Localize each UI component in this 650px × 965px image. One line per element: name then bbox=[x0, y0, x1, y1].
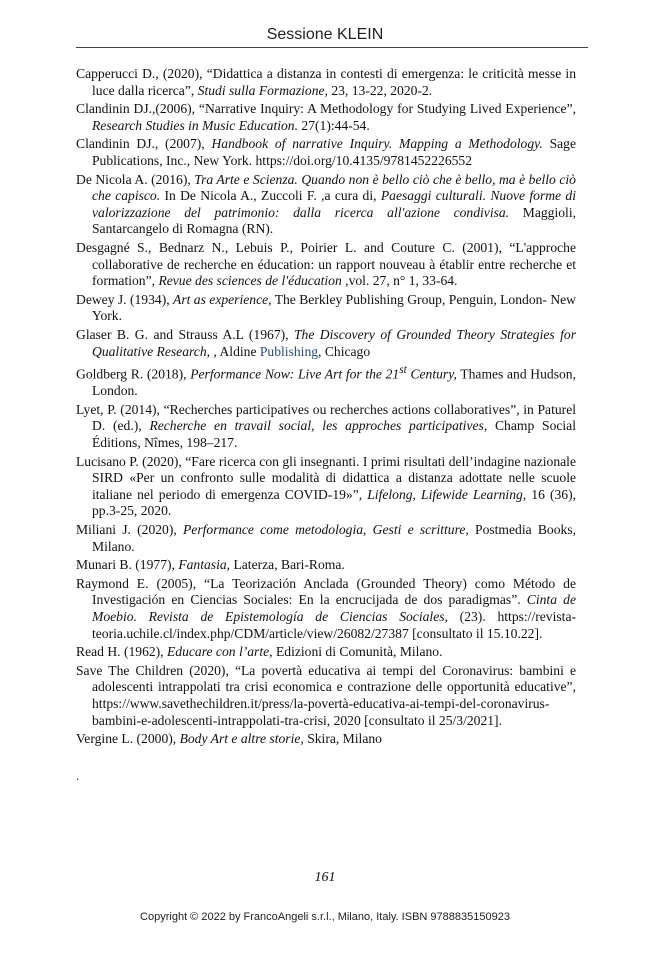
reference-text-segment: Clandinin DJ.,(2006), “Narrative Inquiry: A Methodology for Studying Lived Experience”, bbox=[76, 101, 576, 117]
reference-title-segment: st bbox=[399, 364, 407, 377]
reference-title-segment: Educare con l’arte bbox=[166, 644, 270, 660]
reference-title-segment: Body Art e altre storie, bbox=[179, 731, 304, 747]
reference-entry bbox=[76, 136, 576, 169]
reference-entry bbox=[76, 240, 576, 290]
reference-title-segment: Lifelong, Lifewide Learning, bbox=[367, 486, 527, 502]
reference-text-segment: Desgagné S., Bednarz N., Lebuis P., Poirier L. and Couture C. (2001), “L'approche collaborative de recherche en éducation: un rapport nouveau à établir entre recherche et formation”, bbox=[76, 239, 576, 289]
reference-entry bbox=[76, 557, 576, 574]
reference-text-segment: Read H. (1962), bbox=[76, 644, 167, 660]
reference-text-segment: Munari B. (1977), bbox=[76, 557, 179, 573]
reference-title-segment: Fantasia, bbox=[178, 557, 231, 573]
reference-title-segment: Gesti e scritture, bbox=[372, 521, 469, 537]
reference-text-segment: Glaser B. G. and Strauss A.L (1967), bbox=[76, 326, 294, 342]
reference-entry bbox=[76, 172, 576, 238]
reference-text-segment: , Edizioni di Comunità, Milano. bbox=[269, 644, 443, 660]
reference-text-segment: , Champ Social Éditions, Nîmes, 198–217. bbox=[92, 418, 576, 450]
page-number: 161 bbox=[314, 870, 336, 885]
reference-text-segment: , The Berkley Publishing Group, Penguin, London- New York. bbox=[92, 291, 577, 324]
reference-title-segment: Recherche en travail social, les approches participatives bbox=[149, 418, 484, 434]
reference-entry bbox=[76, 731, 576, 748]
reference-text-segment: 16 (36), pp.3-25, 2020. bbox=[92, 486, 576, 519]
reference-entry bbox=[76, 362, 576, 400]
reference-text-segment: 23, 13-22, 2020-2. bbox=[327, 82, 433, 98]
reference-text-segment: (23). https://revista-teoria.uchile.cl/index.php/CDM/article/view/26082/27387 [consultato il 15.10.22]. bbox=[92, 608, 577, 641]
reference-text-segment: ,vol. 27, n° 1, 33-64. bbox=[341, 273, 458, 289]
reference-text-segment: Laterza, Bari-Roma. bbox=[230, 557, 345, 573]
reference-entry bbox=[76, 644, 576, 661]
reference-text-segment: Maggioli, Santarcangelo di Romagna (RN). bbox=[92, 204, 576, 237]
reference-title-segment: The Discovery of Grounded Theory Strategies for Qualitative Research, , bbox=[92, 326, 576, 359]
reference-title-segment: Handbook of narrative Inquiry. Mapping a Methodology. bbox=[211, 136, 543, 152]
reference-title-segment: Tra Arte e Scienza. Quando non è bello ciò che è bello, ma è bello ciò che capisco. bbox=[92, 171, 576, 204]
reference-text-segment: Skira, Milano bbox=[303, 731, 382, 747]
reference-entry bbox=[76, 402, 576, 452]
reference-text-segment: Aldine bbox=[216, 343, 260, 359]
reference-text-segment: Dewey J. (1934), bbox=[76, 291, 174, 307]
reference-entry bbox=[76, 454, 576, 520]
reference-entry bbox=[76, 327, 576, 360]
reference-text-segment: Vergine L. (2000), bbox=[76, 731, 180, 747]
stray-mark: . bbox=[76, 768, 80, 783]
reference-title-segment: Performance Now: Live Art for the 21 bbox=[190, 366, 400, 382]
reference-title-segment: Revue des sciences de l'éducation bbox=[158, 273, 342, 289]
reference-text-segment: , Chicago bbox=[318, 343, 371, 359]
reference-text-segment: Publishing bbox=[259, 343, 319, 359]
reference-text-segment: Sage Publications, Inc., New York. https://doi.org/10.4135/9781452226552 bbox=[92, 136, 577, 168]
reference-entry bbox=[76, 663, 576, 729]
header-divider bbox=[76, 47, 588, 48]
reference-text-segment: , bbox=[363, 521, 373, 537]
reference-list bbox=[76, 66, 576, 750]
reference-text-segment: Postmedia Books, Milano. bbox=[92, 521, 577, 554]
reference-text-segment: Lyet, P. (2014), “Recherches participatives ou recherches actions collaboratives”, in Paturel D. (ed.), bbox=[76, 401, 576, 434]
running-header: Sessione KLEIN bbox=[266, 26, 384, 43]
reference-title-segment: Cinta de Moebio. Revista de Epistemología de Ciencias Sociales, bbox=[92, 592, 576, 624]
reference-entry bbox=[76, 522, 576, 555]
reference-text-segment: Miliani J. (2020), bbox=[76, 521, 183, 537]
reference-entry bbox=[76, 66, 576, 99]
reference-text-segment: De Nicola A. (2016), bbox=[76, 171, 195, 187]
reference-text-segment: Lucisano P. (2020), “Fare ricerca con gli insegnanti. I primi risultati dell’indagine nazionale SIRD «Per un confronto sulle modalità di didattica a distanza adottate nelle scuole italiane nel periodo di emergenza COVID-19»”, bbox=[76, 453, 576, 502]
reference-title-segment: Performance come metodologia bbox=[183, 521, 364, 537]
reference-title-segment: Studi sulla Formazione, bbox=[197, 82, 328, 98]
reference-text-segment: Save The Children (2020), “La povertà educativa ai tempi del Coronavirus: bambini e adolescenti intrappolati tra crisi economica e contrazione delle opportunità educative”, https://www.savethechildren.it/press/la-povertà-educativa-ai-tempi-del-coronavirus-bambini-e-adolescenti-intrappolati-tra-crisi, 2020 [consultato il 25/3/2021]. bbox=[76, 662, 576, 728]
reference-text-segment: Thames and Hudson, London. bbox=[92, 366, 576, 399]
copyright-notice: Copyright © 2022 by FrancoAngeli s.r.l., Milano, Italy. ISBN 9788835150923 bbox=[140, 911, 510, 923]
reference-text-segment: Capperucci D., (2020), “Didattica a distanza in contesti di emergenza: le criticità messe in luce dalla ricerca”, bbox=[76, 66, 576, 98]
reference-title-segment: Art as experience bbox=[173, 291, 269, 307]
reference-entry bbox=[76, 101, 576, 134]
reference-text-segment: 27(1):44-54. bbox=[298, 117, 370, 133]
reference-entry bbox=[76, 292, 576, 325]
reference-title-segment: Century, bbox=[406, 366, 457, 382]
reference-text-segment: In De Nicola A., Zuccoli F. ,a cura di, bbox=[160, 188, 381, 204]
reference-text-segment: Clandinin DJ., (2007), bbox=[76, 136, 212, 152]
reference-title-segment: Research Studies in Music Education. bbox=[92, 117, 299, 133]
reference-text-segment: Goldberg R. (2018), bbox=[76, 366, 191, 382]
reference-entry bbox=[76, 576, 576, 642]
reference-text-segment: Raymond E. (2005), “La Teorización Anclada (Grounded Theory) como Método de Investigación en Ciencias Sociales: En la encrucijada de dos paradigmas”. bbox=[76, 575, 576, 608]
reference-title-segment: Paesaggi culturali. Nuove forme di valorizzazione del patrimonio: dalla ricerca all'azione condivisa. bbox=[92, 188, 576, 220]
